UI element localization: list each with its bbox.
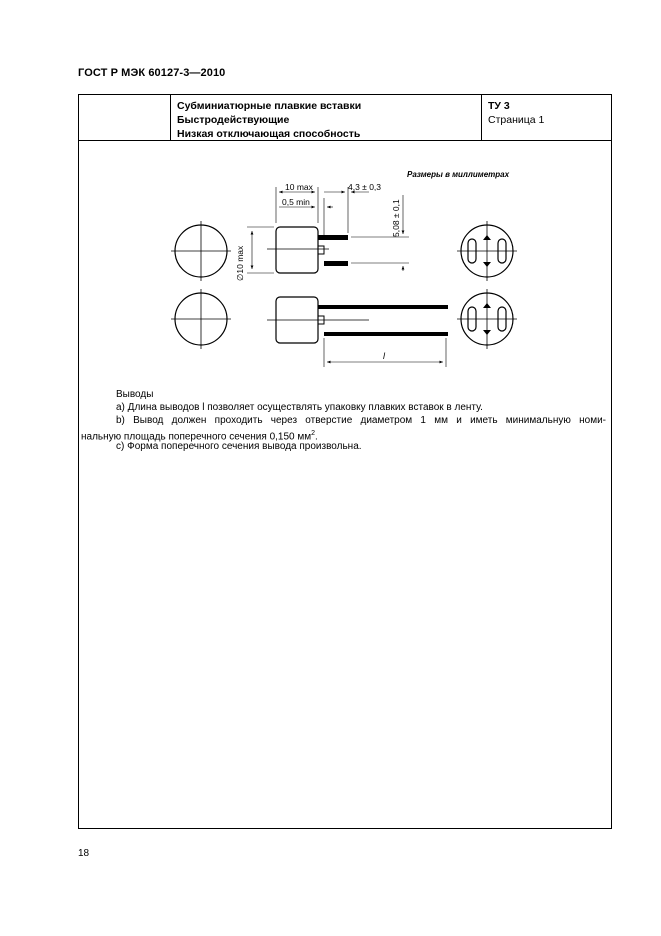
fuse-side-view-bottom — [267, 297, 448, 367]
fuse-top-view-circle — [171, 221, 231, 281]
dim-lead-length-symbol: l — [383, 351, 385, 361]
dim-length-max: 10 max — [285, 182, 313, 192]
technical-drawing — [79, 95, 613, 385]
superscript: 2 — [311, 430, 316, 437]
dimension-lines — [247, 187, 409, 273]
page-number: 18 — [78, 848, 90, 859]
dim-lead-length: 4,3 ± 0,3 — [348, 182, 382, 192]
note-item-b-text: нальную площадь поперечного сечения 0,150 мм — [81, 431, 312, 443]
note-item-b-end: . — [315, 431, 318, 443]
title-line: Низкая отключающая способность — [177, 128, 361, 140]
fuse-lead-view-top — [457, 221, 517, 281]
fuse-bottom-view-circle — [171, 289, 231, 349]
dim-lead-offset-min: 0,5 min — [282, 197, 310, 207]
notes-heading: Выводы — [116, 389, 154, 400]
document-header: ГОСТ Р МЭК 60127-3—2010 — [78, 67, 226, 79]
fuse-side-view-top — [267, 227, 348, 273]
title-line: Субминиатюрные плавкие вставки — [177, 100, 362, 112]
dim-diameter-max: ∅10 max — [235, 245, 245, 281]
note-item-b: b) Вывод должен проходить через отверстие диаметром 1 мм и иметь минимальную номи- — [116, 415, 606, 426]
note-item-c: c) Форма поперечного сечения вывода произвольна. — [116, 441, 362, 452]
note-item-a: a) Длина выводов l позволяет осуществлять упаковку плавких вставок в ленту. — [116, 402, 483, 413]
sheet-frame — [78, 94, 612, 829]
dim-lead-spacing: 5,08 ± 0,1 — [391, 199, 401, 237]
fuse-lead-view-bottom — [457, 289, 517, 349]
units-note: Размеры в миллиметрах — [407, 170, 510, 179]
spec-page-label: Страница 1 — [488, 114, 545, 126]
title-line: Быстродействующие — [177, 114, 290, 126]
spec-code: ТУ 3 — [488, 100, 510, 112]
